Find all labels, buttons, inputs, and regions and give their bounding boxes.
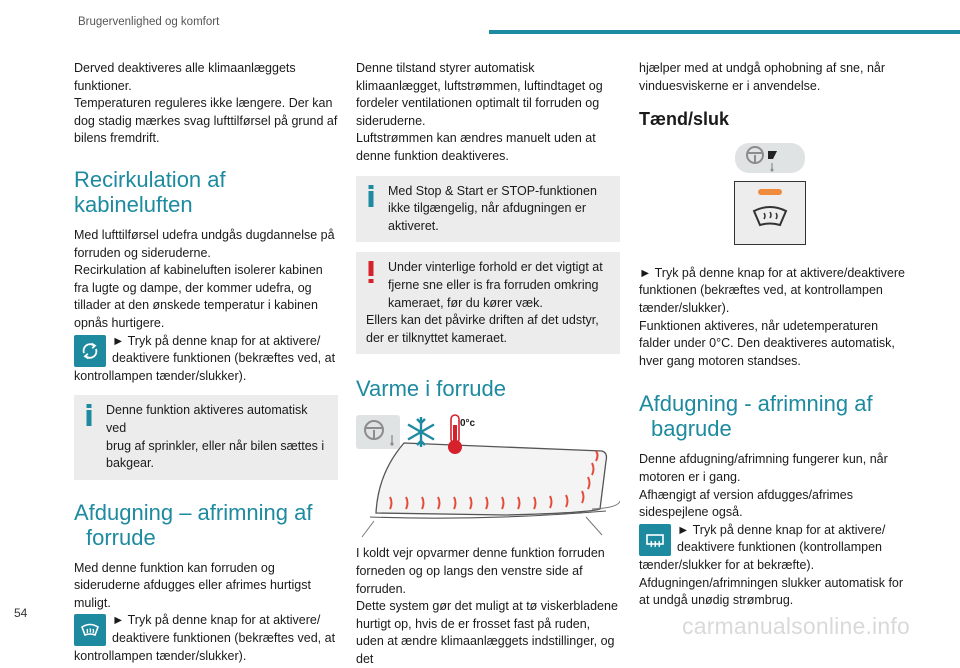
on-off-illustrations (639, 143, 909, 245)
snowflake-icon (404, 415, 438, 449)
windscreen-heating-illustration (356, 413, 620, 543)
warning-note-camera: Under vinterlige forhold er det vigtigt at fjerne sne eller is fra forruden omkring kameraet, før du kører væk. Ellers kan det påvirke driften af det udstyr, der er tilknyttet kameraet. (356, 252, 620, 354)
windscreen-heating-text-1: I koldt vejr opvarmer denne funktion forruden forneden og op langs den venstre side af forruden. (356, 546, 605, 596)
windscreen-heating-text-2: Dette system gør det muligt at tø viskerbladene hurtigt op, hvis de er frosset fast på ruden, uden at ændre klimaanlæggets indstillinger, og det (356, 599, 618, 666)
rear-defrost-text-2: Afhængigt af version afdugges/afrimes sidespejlene også. (639, 487, 854, 520)
front-defrost-instruction: ► Tryk på denne knap for at aktivere/ deaktivere funktionen (bekræftes ved, at kontrollampen tænder/slukker). (74, 613, 336, 663)
header-accent-bar (489, 30, 960, 34)
recirculation-instruction: ► Tryk på denne knap for at aktivere/ deaktivere funktionen (bekræftes ved, at kontrollampen tænder/slukker). (74, 333, 336, 383)
rear-defrost-text-1: Denne afdugning/afrimning fungerer kun, når motoren er i gang. (639, 452, 888, 484)
info-note-recirculation: Denne funktion aktiveres automatisk ved brug af sprinkler, eller når bilen sættes i bakgear. (74, 395, 338, 479)
column-3 (639, 60, 909, 610)
windscreen-heating-button-icon (356, 415, 400, 449)
page-number: 54 (14, 606, 28, 620)
front-defrost-text: Med denne funktion kan forruden og sideruderne afdugges eller afrimes hurtigst muligt. (74, 560, 311, 610)
info-icon (86, 404, 92, 432)
auto-mode-text-1: Denne tilstand styrer automatisk klimaanlægget, luftstrømmen, luftindtaget og fordeler ventilationen optimalt til forruden og sideruderne. (356, 61, 603, 128)
intro-line-2: Temperaturen reguleres ikke længere. Der kan dog stadig mærkes svag lufttilførsel på grund af bilens fremdrift. (74, 96, 338, 146)
recirculation-icon (74, 335, 106, 367)
windscreen-heating-heading: Varme i forrude (356, 376, 506, 402)
rear-defrost-heading: Afdugning - afrimning af bagrude (639, 391, 873, 442)
snow-text: hjælper med at undgå ophobning af sne, når vinduesviskerne er i anvendelse. (639, 61, 886, 93)
auto-mode-text-2: Luftstrømmen kan ændres manuelt uden at denne funktion deaktiveres. (356, 131, 596, 163)
recirculation-heading: Recirkulation af kabineluften (74, 166, 226, 217)
column-1 (74, 60, 338, 665)
info-icon (368, 185, 374, 213)
on-off-text-2: Funktionen aktiveres, når udetemperaturen falder under 0°C. Den deaktiveres automatisk, hver gang motoren standses. (639, 318, 895, 368)
temperature-label: 0°c (460, 418, 476, 430)
front-defrost-button (734, 181, 806, 245)
on-off-heading: Tænd/sluk (639, 109, 730, 130)
windscreen-heating-button-icon (735, 143, 805, 173)
recirculation-text-2: Recirkulation af kabineluften isolerer kabinen fra lugte og dampe, der kommer udefra, og tillader at den ønskede temperatur i kabinen opnås hurtigere. (74, 263, 323, 330)
rear-defrost-instruction: ► Tryk på denne knap for at aktivere/ deaktivere funktionen (kontrollampen tænder/slukker for at bekræfte). (639, 522, 886, 572)
recirculation-text-1: Med lufttilførsel udefra undgås dugdannelse på forruden og sideruderne. (74, 227, 335, 260)
watermark: carmanualsonline.info (682, 613, 910, 639)
rear-defrost-icon (639, 524, 671, 556)
rear-defrost-text-3: Afdugningen/afrimningen slukker automatisk for at undgå unødig strømbrug. (639, 575, 904, 608)
intro-line-1: Derved deaktiveres alle klimaanlæggets funktioner. (74, 61, 296, 93)
on-off-text-1: ► Tryk på denne knap for at aktivere/deaktivere funktionen (bekræftes ved, at kontrollampen tænder/slukker). (639, 265, 905, 315)
front-defrost-heading: Afdugning – afrimning af forrude (74, 499, 313, 550)
front-defrost-icon (74, 614, 106, 646)
page-header-title: Brugervenlighed og komfort (78, 16, 220, 28)
column-2 (356, 60, 620, 668)
warning-icon (368, 261, 374, 289)
info-note-stop-start: Med Stop & Start er STOP-funktionen ikke tilgængelig, når afdugningen er aktiveret. (356, 176, 620, 243)
